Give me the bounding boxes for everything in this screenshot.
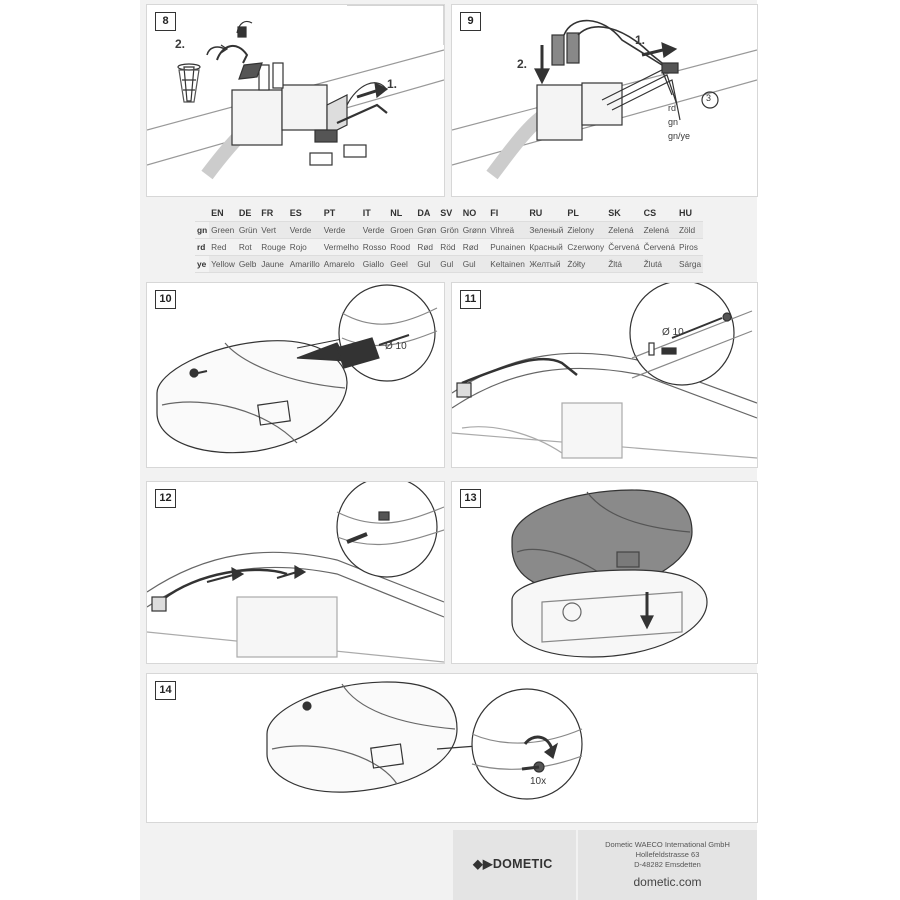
table-header-row bbox=[195, 205, 703, 222]
table-header: NL bbox=[388, 205, 415, 222]
table-header: NO bbox=[461, 205, 489, 222]
step-12-panel bbox=[146, 481, 445, 664]
table-cell: Vihreä bbox=[488, 222, 527, 239]
wire-label-gn-ye: gn/ye bbox=[668, 131, 691, 141]
table-header: RU bbox=[527, 205, 565, 222]
wire-color-table bbox=[195, 205, 703, 273]
company-website[interactable]: dometic.com bbox=[633, 875, 702, 889]
step-8-panel bbox=[146, 4, 445, 197]
company-street: Hollefeldstrasse 63 bbox=[635, 850, 700, 859]
table-cell: Zöld bbox=[677, 222, 703, 239]
wire-label-rd: rd bbox=[668, 103, 677, 113]
table-cell: Rouge bbox=[259, 239, 287, 256]
table-cell: Groen bbox=[388, 222, 415, 239]
step-number: 10 bbox=[155, 290, 176, 309]
table-cell: Rood bbox=[388, 239, 415, 256]
table-cell: Vert bbox=[259, 222, 287, 239]
table-cell: Zelená bbox=[642, 222, 677, 239]
table-cell: Verde bbox=[322, 222, 361, 239]
callout-number: 3 bbox=[706, 93, 712, 103]
table-cell: Verde bbox=[288, 222, 322, 239]
table-cell: Zelená bbox=[606, 222, 641, 239]
table-cell: Amarillo bbox=[288, 256, 322, 273]
drill-diameter-label: Ø 10 bbox=[385, 341, 407, 352]
color-code: rd bbox=[195, 239, 209, 256]
table-row bbox=[195, 222, 703, 239]
step-10-illustration bbox=[147, 283, 444, 467]
step-9-illustration bbox=[452, 5, 757, 196]
table-header: DE bbox=[237, 205, 259, 222]
table-cell: Röd bbox=[438, 239, 460, 256]
table-cell: Amarelo bbox=[322, 256, 361, 273]
step-13-panel bbox=[451, 481, 758, 664]
table-cell: Gul bbox=[438, 256, 460, 273]
table-cell: Желтый bbox=[527, 256, 565, 273]
table-cell: Rojo bbox=[288, 239, 322, 256]
table-cell: Czerwony bbox=[565, 239, 606, 256]
table-cell: Sárga bbox=[677, 256, 703, 273]
table-cell: Verde bbox=[361, 222, 389, 239]
step-number: 9 bbox=[460, 12, 481, 31]
table-header: FI bbox=[488, 205, 527, 222]
step-9-panel bbox=[451, 4, 758, 197]
wire-label-gn: gn bbox=[668, 117, 679, 127]
table-cell: Piros bbox=[677, 239, 703, 256]
table-cell: Gul bbox=[461, 256, 489, 273]
table-cell: Giallo bbox=[361, 256, 389, 273]
step-8-label-1: 1. bbox=[387, 77, 398, 91]
table-row bbox=[195, 256, 703, 273]
step-11-panel bbox=[451, 282, 758, 468]
table-header: CS bbox=[642, 205, 677, 222]
table-cell: Rot bbox=[237, 239, 259, 256]
table-cell: Rød bbox=[415, 239, 438, 256]
step-10-panel bbox=[146, 282, 445, 468]
table-cell: Žlutá bbox=[642, 256, 677, 273]
table-cell: Grønn bbox=[461, 222, 489, 239]
table-header: IT bbox=[361, 205, 389, 222]
step-13-illustration bbox=[452, 482, 757, 663]
table-cell: Rosso bbox=[361, 239, 389, 256]
table-cell: Jaune bbox=[259, 256, 287, 273]
company-name: Dometic WAECO International GmbH bbox=[605, 840, 730, 849]
table-cell: Punainen bbox=[488, 239, 527, 256]
step-number: 12 bbox=[155, 489, 176, 508]
hole-diameter-label: Ø 10 bbox=[662, 327, 684, 338]
dometic-logo bbox=[473, 856, 553, 871]
table-cell: Červená bbox=[642, 239, 677, 256]
table-cell: Zielony bbox=[565, 222, 606, 239]
table-header: FR bbox=[259, 205, 287, 222]
table-cell: Gelb bbox=[237, 256, 259, 273]
table-row bbox=[195, 239, 703, 256]
table-cell: Rød bbox=[461, 239, 489, 256]
step-8-label-2: 2. bbox=[175, 37, 186, 51]
table-cell: Červená bbox=[606, 239, 641, 256]
table-cell: Keltainen bbox=[488, 256, 527, 273]
table-cell: Vermelho bbox=[322, 239, 361, 256]
table-header: HU bbox=[677, 205, 703, 222]
screw-count-label: 10x bbox=[530, 776, 547, 787]
step-number: 14 bbox=[155, 681, 176, 700]
company-city: D-48282 Emsdetten bbox=[634, 860, 701, 869]
table-header: EN bbox=[209, 205, 237, 222]
footer-address-block bbox=[578, 830, 757, 900]
table-header: SV bbox=[438, 205, 460, 222]
table-cell: Żółty bbox=[565, 256, 606, 273]
logo-mark-icon: ◆▶ bbox=[473, 857, 493, 871]
step-9-label-2: 2. bbox=[517, 57, 528, 71]
table-cell: Green bbox=[209, 222, 237, 239]
table-header: PL bbox=[565, 205, 606, 222]
step-12-illustration bbox=[147, 482, 444, 663]
table-cell: Grøn bbox=[415, 222, 438, 239]
step-number: 8 bbox=[155, 12, 176, 31]
table-header: ES bbox=[288, 205, 322, 222]
color-code: ye bbox=[195, 256, 209, 273]
table-cell: Žltá bbox=[606, 256, 641, 273]
step-number: 11 bbox=[460, 290, 481, 309]
step-number: 13 bbox=[460, 489, 481, 508]
step-14-panel bbox=[146, 673, 758, 823]
logo-text: DOMETIC bbox=[492, 857, 553, 871]
table-cell: Geel bbox=[388, 256, 415, 273]
table-cell: Зеленый bbox=[527, 222, 565, 239]
table-cell: Красный bbox=[527, 239, 565, 256]
step-9-label-1: 1. bbox=[635, 33, 646, 47]
table-header: PT bbox=[322, 205, 361, 222]
table-header: DA bbox=[415, 205, 438, 222]
footer-logo-block bbox=[453, 830, 576, 900]
step-14-illustration bbox=[147, 674, 757, 822]
table-cell: Yellow bbox=[209, 256, 237, 273]
color-code: gn bbox=[195, 222, 209, 239]
step-8-illustration bbox=[147, 5, 444, 196]
table-cell: Red bbox=[209, 239, 237, 256]
table-cell: Grün bbox=[237, 222, 259, 239]
step-11-illustration bbox=[452, 283, 757, 467]
table-cell: Gul bbox=[415, 256, 438, 273]
table-header: SK bbox=[606, 205, 641, 222]
table-cell: Grön bbox=[438, 222, 460, 239]
